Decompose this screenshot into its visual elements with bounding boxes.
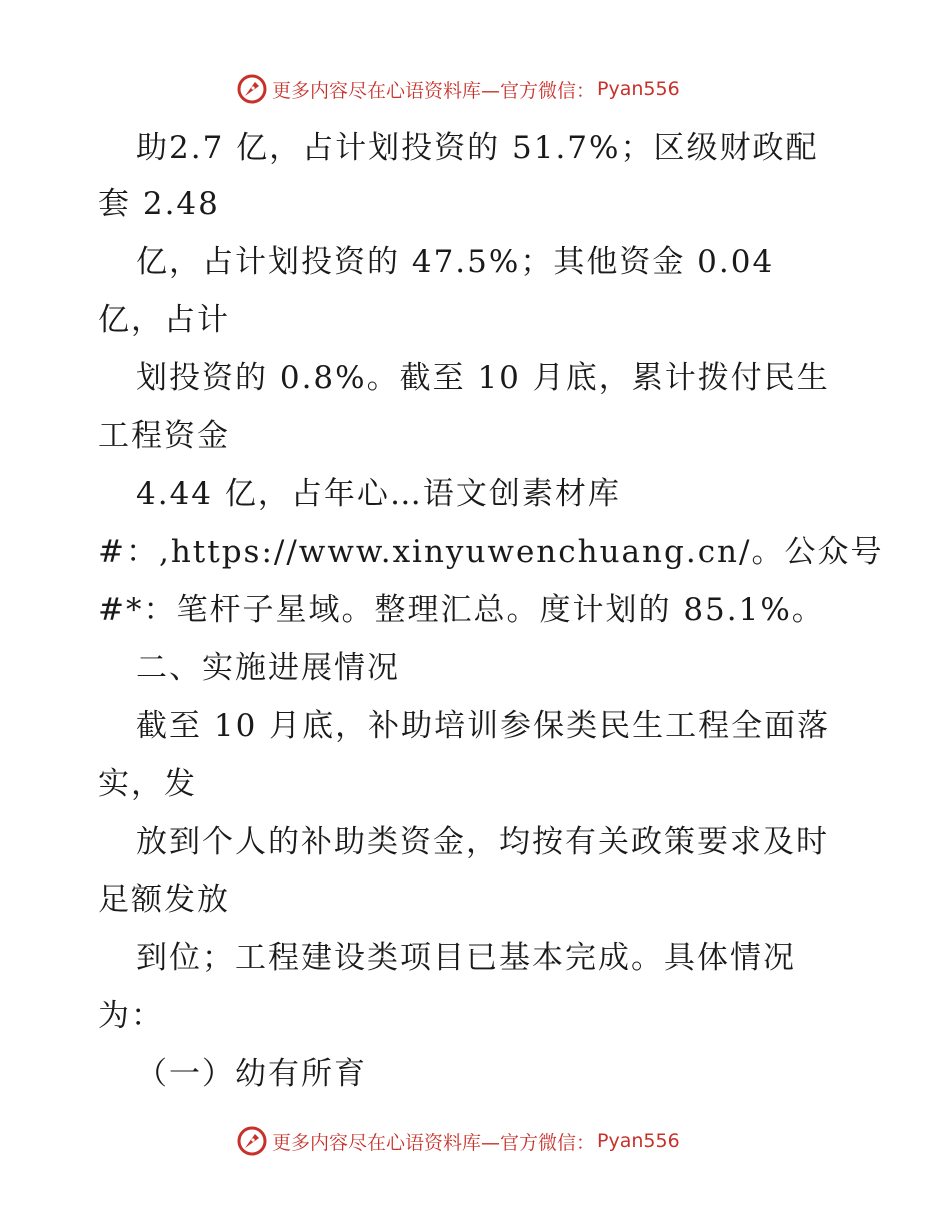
- text-line: #*：笔杆子星域。整理汇总。度计划的 85.1%。: [98, 592, 825, 628]
- pen-nib-circle-icon: [236, 1125, 268, 1157]
- text-line: 划投资的 0.8%。截至 10 月底，累计拨付民生: [136, 360, 830, 396]
- text-line: 实，发: [98, 766, 197, 802]
- text-line: 足额发放: [98, 882, 230, 918]
- text-line: 为：: [98, 998, 164, 1034]
- watermark-footer: [236, 1124, 680, 1158]
- watermark-wechat-id: Pyan556: [597, 1130, 680, 1152]
- text-line: 助2.7 亿，占计划投资的 51.7%；区级财政配: [136, 130, 819, 166]
- text-line: 截至 10 月底，补助培训参保类民生工程全面落: [136, 708, 831, 744]
- watermark-text: 更多内容尽在心语资料库—官方微信：: [272, 79, 596, 102]
- text-line: 到位；工程建设类项目已基本完成。具体情况: [136, 940, 796, 976]
- subsection-heading: （一）幼有所育: [136, 1056, 367, 1092]
- watermark-text: 更多内容尽在心语资料库—官方微信：: [272, 1131, 596, 1154]
- text-line: 套 2.48: [98, 186, 220, 222]
- section-heading: 二、实施进展情况: [136, 650, 400, 686]
- watermark-wechat-id: Pyan556: [597, 78, 680, 100]
- pen-nib-circle-icon: [236, 73, 268, 105]
- watermark-header: [236, 72, 680, 106]
- text-line: 4.44 亿，占年心…语文创素材库: [136, 476, 621, 512]
- text-line: 亿，占计: [98, 302, 230, 338]
- text-line: 亿，占计划投资的 47.5%；其他资金 0.04: [136, 244, 775, 280]
- text-line: #：,https://www.xinyuwenchuang.cn/。公众号: [98, 534, 884, 570]
- text-line: 工程资金: [98, 418, 230, 454]
- text-line: 放到个人的补助类资金，均按有关政策要求及时: [136, 824, 829, 860]
